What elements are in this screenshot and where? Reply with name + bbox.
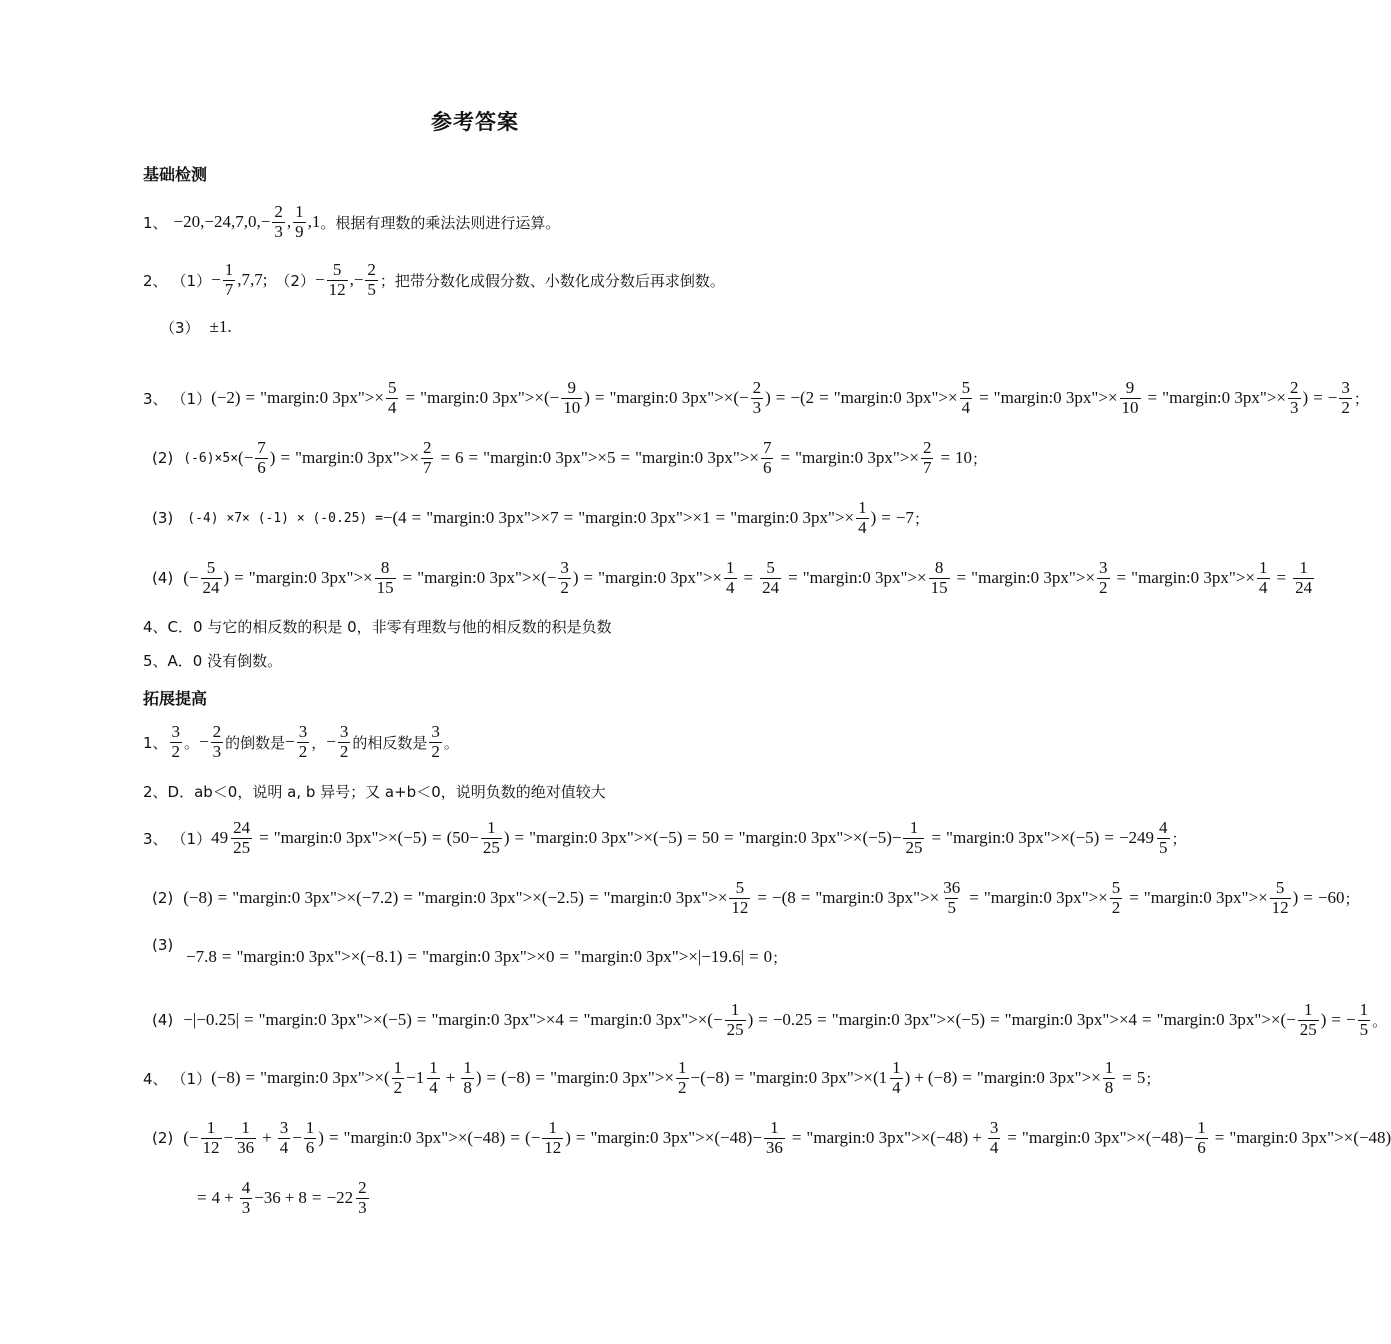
- basic-q3-p1-math: (−2) = "margin:0 3px">× $\frac{5}{4}$ = "margin:0 3px">×(− $\frac{9}{10}$ ) = "margin:0 3px">×(− $\frac{2}{3}$ ) = −(2 = "margin:0 3px">× $\frac{5}{4}$ = "margin:0 3px">× $\frac{9}{10}$ = "margin:0 3px">× $\frac{2}{3}$ ) = − $\frac{3}{2}$: [211, 377, 1350, 417]
- extend-q3-p4-end: 。: [1372, 1011, 1388, 1030]
- basic-q3-p2-prefix: (-6)×5×: [183, 450, 239, 466]
- basic-q1: [143, 196, 560, 248]
- basic-q4-text: C．0 与它的相反数的积是 0，非零有理数与他的相反数的积是负数: [167, 617, 612, 636]
- basic-q1-math: −20,−24,7,0,− 2 3 , 1 9 ,1: [173, 201, 321, 241]
- section-extend-heading: 拓展提高: [143, 689, 208, 708]
- basic-q2-p3-math: ±1.: [209, 317, 232, 336]
- extend-q1: [143, 716, 459, 768]
- basic-q3-p2: [152, 432, 987, 484]
- extend-q4-p2-label: (2): [152, 1129, 174, 1147]
- basic-q2-p2-label: （2）: [275, 271, 315, 290]
- extend-q3-label: 3、: [143, 829, 168, 848]
- extend-q1-t3: ，: [311, 733, 327, 752]
- extend-q3-p2: [152, 872, 1360, 924]
- extend-q4-p2: [152, 1112, 1391, 1164]
- extend-q1-t2: 的倒数是: [225, 733, 286, 752]
- extend-q4-p1-math: (−8) = "margin:0 3px">×( $\frac{1}{2}$ − 1 1 4 + $\frac{1}{8}$ ) = (−8) = "margin:0 3px">× $\frac{1}{2}$ −(−8) = "margin:0 3px">×( 1 1 4 ) + (−8) = "margin:0 3px">× $\frac{1}{8}$ = 5: [211, 1057, 1146, 1097]
- basic-q3-p4-math: (− $\frac{5}{24}$ ) = "margin:0 3px">× $\frac{8}{15}$ = "margin:0 3px">×(− $\frac{3}{2}$ ) = "margin:0 3px">× $\frac{1}{4}$ = $\frac{5}{24}$ = "margin:0 3px">× $\frac{8}{15}$ = "margin:0 3px">× $\frac{3}{2}$ = "margin:0 3px">× $\frac{1}{4}$ = $\frac{1}{24}$: [183, 557, 1313, 597]
- extend-q4-p1-label: （1）: [171, 1069, 212, 1088]
- basic-q4-label: 4、: [143, 617, 168, 636]
- basic-q3-p3-label: (3): [152, 509, 174, 527]
- basic-q2-p2-math: − 5 12 ,− 2 5: [314, 259, 376, 299]
- extend-q3-p1-math: 49 $\frac{24}{25}$ = "margin:0 3px">×(−5) = (50− $\frac{1}{25}$ ) = "margin:0 3px">×(−5) = 50 = "margin:0 3px">×(−5)− $\frac{1}{25}$ = "margin:0 3px">×(−5) = − 249 4 5: [211, 817, 1168, 857]
- section-basic-heading: 基础检测: [143, 165, 208, 184]
- extend-q3-p1: [143, 812, 1187, 864]
- extend-q3-p4: [152, 994, 1387, 1046]
- basic-q3-label: 3、: [143, 389, 168, 408]
- extend-q1-a: 3 2: [171, 721, 181, 761]
- basic-q3-p3-prefix: (-4) ×7× (-1) × (-0.25) =: [187, 510, 383, 526]
- basic-q4: [143, 613, 612, 639]
- basic-q2-note: ；把带分数化成假分数、小数化成分数后再求倒数。: [379, 271, 725, 290]
- basic-q2-label: 2、: [143, 271, 168, 290]
- extend-q1-t1: 。: [184, 733, 200, 752]
- basic-q1-label: 1、: [143, 213, 168, 232]
- extend-q4-p2-cont: [192, 1172, 371, 1224]
- basic-q3-p1: [143, 372, 1369, 424]
- extend-q4-p1-end: ；: [1145, 1069, 1161, 1088]
- extend-q4-label: 4、: [143, 1069, 168, 1088]
- basic-q2-p1-label: （1）: [171, 271, 212, 290]
- extend-q3-p2-label: (2): [152, 889, 174, 907]
- extend-q3-p2-end: ；: [1344, 889, 1360, 908]
- extend-q2-label: 2、: [143, 782, 168, 801]
- extend-q3-p3-end: ；: [772, 948, 788, 967]
- extend-q1-t5: 。: [443, 733, 459, 752]
- basic-q3-p3-end: ；: [913, 509, 929, 528]
- extend-q4-p1: [143, 1052, 1160, 1104]
- extend-q3-p3-label: (3): [152, 936, 174, 954]
- basic-q5-text: A．0 没有倒数。: [167, 651, 283, 670]
- extend-q3-p3-math: −7.8 = "margin:0 3px">×(−8.1) = "margin:0 3px">×0 = "margin:0 3px">×|−19.6| = 0: [186, 947, 773, 966]
- extend-q3-p2-math: (−8) = "margin:0 3px">×(−7.2) = "margin:0 3px">×(−2.5) = "margin:0 3px">× $\frac{5}{12}$ = −(8 = "margin:0 3px">× $\frac{36}{5}$ = "margin:0 3px">× $\frac{5}{2}$ = "margin:0 3px">× $\frac{5}{12}$ ) = −60: [183, 877, 1345, 917]
- extend-q2-text: D．ab＜0，说明 a, b 异号；又 a+b＜0，说明负数的绝对值较大: [167, 782, 606, 801]
- extend-q1-d: − 3 2: [326, 721, 349, 761]
- basic-q3-p2-label: (2): [152, 449, 174, 467]
- basic-q3-p1-label: （1）: [171, 389, 212, 408]
- basic-q5: [143, 647, 282, 673]
- extend-q3-p1-end: ；: [1171, 829, 1187, 848]
- basic-q3-p2-end: ；: [972, 449, 988, 468]
- extend-q3-p4-label: (4): [152, 1011, 174, 1029]
- extend-q4-p2-math: (− 1 12 − 1 36 + $\frac{3}{4}$ − $\frac{1}{6}$ ) = "margin:0 3px">×(−48) = (− $\frac{1}{12}$ ) = "margin:0 3px">×(−48)− $\frac{1}{36}$ = "margin:0 3px">×(−48) + $\frac{3}{4}$ = "margin:0 3px">×(−48)− $\frac{1}{6}$ = "margin:0 3px">×(−48): [183, 1117, 1391, 1157]
- basic-q3-p3-math: −(4 = "margin:0 3px">×7 = "margin:0 3px">×1 = "margin:0 3px">× $\frac{1}{4}$ ) = −7: [382, 497, 914, 537]
- extend-q1-label: 1、: [143, 733, 168, 752]
- extend-q1-b: − 2 3: [199, 721, 222, 761]
- basic-q3-p3: [152, 492, 929, 544]
- extend-q2: [143, 778, 606, 804]
- extend-q4-p2-cont-math: = 4 + $\frac{4}{3}$ −36 + 8 = − 22 2 3: [197, 1177, 367, 1217]
- basic-q1-note: 。根据有理数的乘法法则进行运算。: [320, 213, 561, 232]
- basic-q2-p3-label: （3）: [160, 318, 200, 337]
- extend-q3-p3: [152, 936, 173, 966]
- extend-q1-t4: 的相反数是: [352, 733, 428, 752]
- extend-q3-p1-label: （1）: [171, 829, 212, 848]
- basic-q3-p4: [152, 552, 1316, 604]
- page-title: 参考答案: [431, 110, 519, 134]
- basic-q2-p1-math: − 1 7 ,7,7;: [211, 259, 268, 299]
- basic-q5-label: 5、: [143, 651, 168, 670]
- basic-q2: [143, 254, 725, 306]
- extend-q1-c: − 3 2: [285, 721, 308, 761]
- extend-q1-e: 3 2: [431, 721, 440, 761]
- basic-q2-p3: [160, 314, 232, 340]
- extend-q3-p3-body: [186, 942, 787, 972]
- extend-q3-p4-math: −|−0.25| = "margin:0 3px">×(−5) = "margin:0 3px">×4 = "margin:0 3px">×(− $\frac{1}{25}$ ) = −0.25 = "margin:0 3px">×(−5) = "margin:0 3px">×4 = "margin:0 3px">×(− $\frac{1}{25}$ ) = − $\frac{1}{5}$: [183, 999, 1369, 1039]
- basic-q3-p1-end: ；: [1353, 389, 1369, 408]
- basic-q3-p2-math: (− $\frac{7}{6}$ ) = "margin:0 3px">× $\frac{2}{7}$ = 6 = "margin:0 3px">×5 = "margin:0 3px">× $\frac{7}{6}$ = "margin:0 3px">× $\frac{2}{7}$ = 10: [238, 437, 973, 477]
- basic-q3-p4-label: (4): [152, 569, 174, 587]
